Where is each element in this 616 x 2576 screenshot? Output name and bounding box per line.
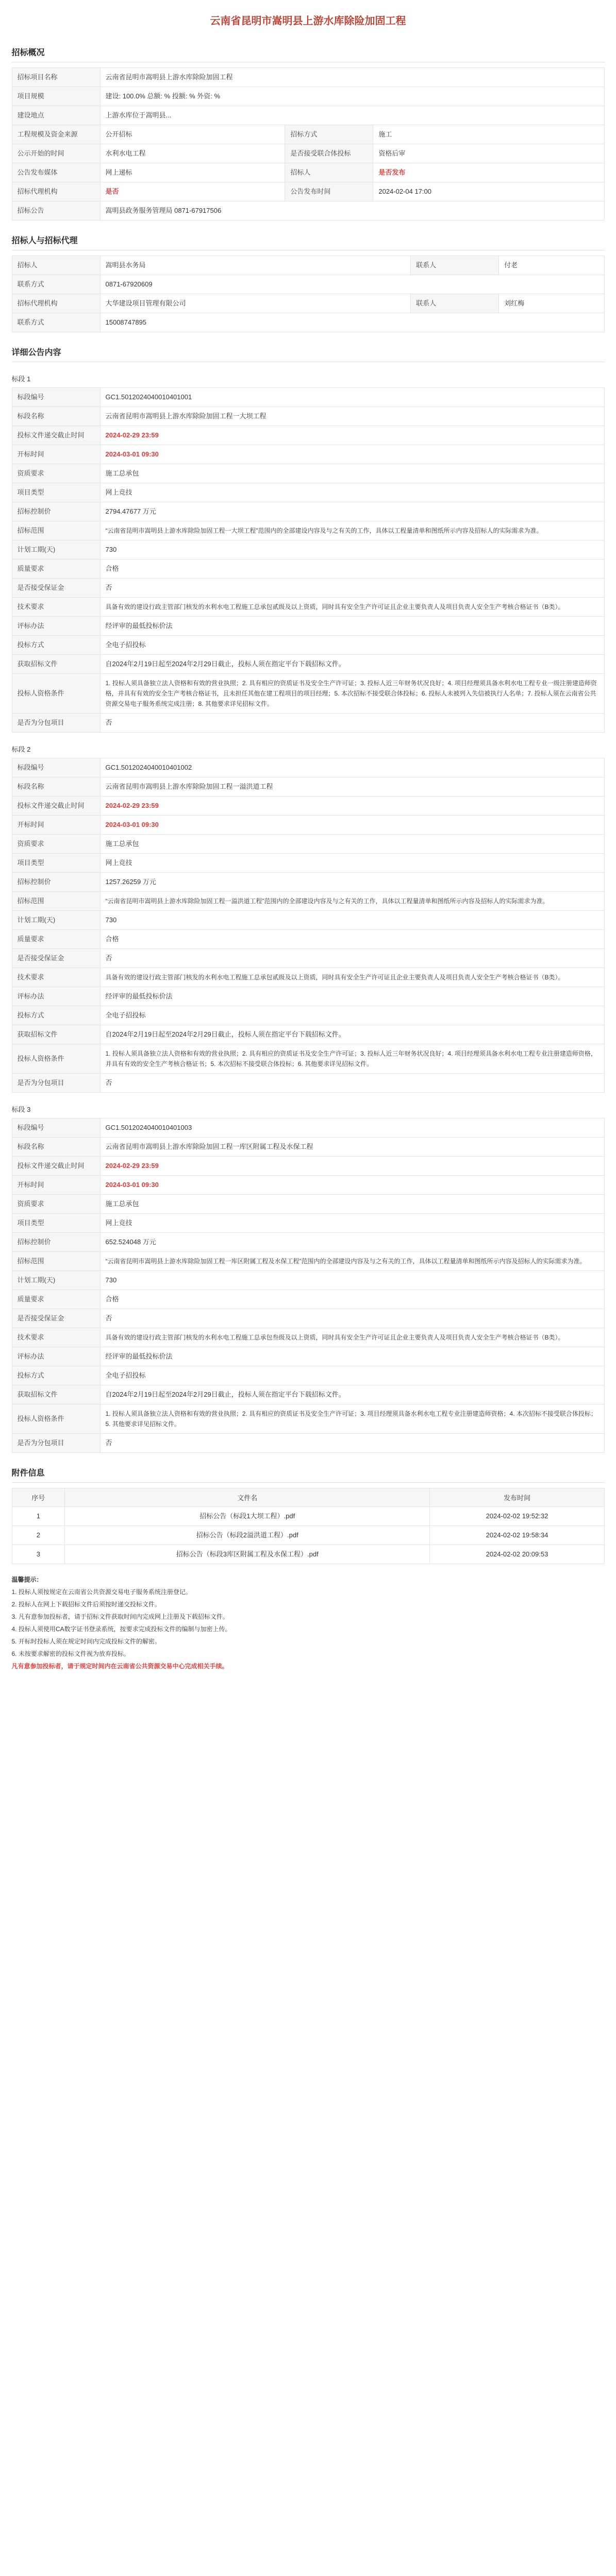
lot-field-label: 招标范围: [12, 521, 100, 540]
table-row: [12, 1545, 604, 1564]
table-row: [12, 1195, 604, 1214]
agency-name: 大华建设项目管理有限公司: [100, 294, 411, 313]
att-file-link[interactable]: 招标公告（标段3库区附属工程及水保工程）.pdf: [65, 1545, 430, 1564]
contact-label: 联系人: [411, 256, 499, 275]
lot-field-code: GC1.5012024040010401002: [100, 758, 604, 777]
section-attachments-title: 附件信息: [12, 1462, 605, 1483]
lot-field-label: 招标控制价: [12, 502, 100, 521]
att-date: 2024-02-02 19:52:32: [430, 1507, 604, 1526]
lot-field-period: 730: [100, 1271, 604, 1290]
overview-scale: 建设: 100.0% 总额: % 投额: % 外资: %: [100, 87, 604, 106]
table-row: [12, 1157, 604, 1176]
table-row: [12, 1526, 604, 1545]
lot-field-label: 技术要求: [12, 968, 100, 987]
lot-field-deadline: 2024-02-29 23:59: [100, 796, 604, 816]
lot-field-bid-way: 全电子招投标: [100, 1006, 604, 1025]
lot-field-label: 项目类型: [12, 1214, 100, 1233]
contact-label: 联系方式: [12, 313, 100, 332]
lot-field-open-time: 2024-03-01 09:30: [100, 445, 604, 464]
lot-field-label: 是否接受保证金: [12, 579, 100, 598]
overview-stage: 施工: [373, 125, 604, 144]
lot-field-label: 获取招标文件: [12, 1025, 100, 1044]
att-header-no: 序号: [12, 1488, 65, 1507]
table-row: [12, 1434, 604, 1453]
lot-field-eval: 经评审的最低投标价法: [100, 987, 604, 1006]
table-row: [12, 502, 604, 521]
table-row: [12, 1385, 604, 1404]
table-row: [12, 655, 604, 674]
overview-label: 招标代理机构: [12, 182, 100, 201]
overview-label: 公告发布时间: [285, 182, 373, 201]
lot-label: 标段 1: [11, 375, 31, 383]
lot-field-label: 质量要求: [12, 560, 100, 579]
lot-field-label: 是否为分包项目: [12, 1434, 100, 1453]
contact-label: 联系方式: [12, 275, 100, 294]
table-row: [12, 1118, 604, 1138]
table-row: [12, 617, 604, 636]
lot-table: [12, 1118, 605, 1453]
overview-extra-red: 是否: [100, 182, 285, 201]
lot-field-label: 投标文件递交截止时间: [12, 796, 100, 816]
table-row: [12, 1214, 604, 1233]
notes-item: 1. 投标人须按规定在云南省公共资源交易电子服务系统注册登记。: [11, 1588, 192, 1596]
table-row: [12, 777, 604, 796]
table-row: [12, 1025, 604, 1044]
lot-field-deadline: 2024-02-29 23:59: [100, 426, 604, 445]
lot-field-label: 资质要求: [12, 835, 100, 854]
page-title: 云南省昆明市嵩明县上游水库除险加固工程: [210, 15, 406, 27]
lot-field-name: 云南省昆明市嵩明县上游水库除险加固工程一库区附属工程及水保工程: [100, 1138, 604, 1157]
lot-field-bid-bond: 否: [100, 579, 604, 598]
lot-field-label: 项目类型: [12, 483, 100, 502]
overview-label: 招标公告: [12, 201, 100, 221]
section-lots-title: 详细公告内容: [12, 342, 605, 362]
table-row: [12, 560, 604, 579]
lot-field-label: 获取招标文件: [12, 655, 100, 674]
lot-field-misc: 否: [100, 1434, 604, 1453]
lot-field-label: 质量要求: [12, 930, 100, 949]
table-row: [12, 1328, 604, 1347]
lot-field-label: 计划工期(天): [12, 911, 100, 930]
lot-field-type: 网上竞技: [100, 854, 604, 873]
lot-field-deadline: 2024-02-29 23:59: [100, 1157, 604, 1176]
att-header-date: 发布时间: [430, 1488, 604, 1507]
lot-field-label: 招标范围: [12, 892, 100, 911]
lot-field-name: 云南省昆明市嵩明县上游水库除险加固工程一大坝工程: [100, 407, 604, 426]
table-row: [12, 949, 604, 968]
att-date: 2024-02-02 20:09:53: [430, 1545, 604, 1564]
att-no: 2: [12, 1526, 65, 1545]
lot-field-notes: 自2024年2月19日起至2024年2月29日截止，投标人须在指定平台下载招标文件。: [100, 1025, 604, 1044]
lot-field-label: 评标办法: [12, 617, 100, 636]
agency-phone: 15008747895: [100, 313, 604, 332]
contact-label: 招标人: [12, 256, 100, 275]
lot-field-label: 项目类型: [12, 854, 100, 873]
table-row: [12, 1044, 604, 1074]
lot-field-label: 投标方式: [12, 636, 100, 655]
lots-container: [12, 374, 605, 1453]
lot-field-label: 标段编号: [12, 1118, 100, 1138]
table-row: [12, 445, 604, 464]
lot-field-code: GC1.5012024040010401003: [100, 1118, 604, 1138]
overview-table: [12, 67, 605, 221]
table-row: [12, 835, 604, 854]
lot-field-label: 资质要求: [12, 464, 100, 483]
table-row: [12, 521, 604, 540]
contacts-table: [12, 256, 605, 332]
lot-field-scope: “云南省昆明市嵩明县上游水库除险加固工程一大坝工程”范围内的全部建设内容及与之有关的工作，具体以工程量清单和图纸所示内容及招标人的实际需求为准。: [100, 521, 604, 540]
overview-project-name: 云南省昆明市嵩明县上游水库除险加固工程: [100, 68, 604, 87]
lot-field-conditions: 1. 投标人须具备独立法人资格和有效的营业执照；2. 具有相应的资质证书及安全生产许可证；3. 项目经理须具备水利水电工程专业注册建造师资格；4. 本次招标不接受联合体投标；5. 其他要求详见招标文件。: [100, 1404, 604, 1434]
table-row: [12, 1507, 604, 1526]
lot-field-label: 开标时间: [12, 445, 100, 464]
table-row: [12, 636, 604, 655]
table-row: [12, 1366, 604, 1385]
overview-label: 招标项目名称: [12, 68, 100, 87]
lot-field-eval: 经评审的最低投标价法: [100, 617, 604, 636]
lot-field-scope: “云南省昆明市嵩明县上游水库除险加固工程一库区附属工程及水保工程”范围内的全部建设内容及与之有关的工作，具体以工程量清单和图纸所示内容及招标人的实际需求为准。: [100, 1252, 604, 1271]
overview-notice-red: 是否发布: [373, 163, 604, 182]
lot-field-label: 招标控制价: [12, 873, 100, 892]
overview-label: 招标方式: [285, 125, 373, 144]
table-row: [12, 1138, 604, 1157]
overview-date: 2024-02-04 17:00: [373, 182, 604, 201]
notes-item: 2. 投标人在网上下载招标文件后须按时递交投标文件。: [11, 1601, 161, 1608]
table-row: [12, 911, 604, 930]
overview-funding: 公开招标: [100, 125, 285, 144]
lot-field-label: 质量要求: [12, 1290, 100, 1309]
tenderer-contact: 付老: [499, 256, 604, 275]
lot-field-label: 技术要求: [12, 1328, 100, 1347]
lot-field-bid-bond: 否: [100, 1309, 604, 1328]
lot-field-label: 投标人资格条件: [12, 674, 100, 714]
table-row: [12, 407, 604, 426]
lot-field-conditions: 1. 投标人须具备独立法人资格和有效的营业执照；2. 具有相应的资质证书及安全生产许可证；3. 投标人近三年财务状况良好；4. 项目经理须具备水利水电工程专业一级注册建造师资格，并具有有效的安全生产考核合格证书，且未担任其他在建工程项目的项目经理；5. 本次招标不接受联合体投标；6. 投标人未被列入失信被执行人名单；7. 投标人须在云南省公共资源交易电子服务系统完成注册；8. 其他要求详见招标文件。: [100, 674, 604, 714]
lot-field-tech-req: 具备有效的建设行政主管部门核发的水利水电工程施工总承包贰级及以上资质，同时具有安全生产许可证且企业主要负责人及项目负责人安全生产考核合格证书（B类）。: [100, 598, 604, 617]
lot-field-label: 投标方式: [12, 1366, 100, 1385]
att-no: 1: [12, 1507, 65, 1526]
lot-field-open-time: 2024-03-01 09:30: [100, 816, 604, 835]
lot-field-scope: “云南省昆明市嵩明县上游水库除险加固工程一溢洪道工程”范围内的全部建设内容及与之有关的工作，具体以工程量清单和图纸所示内容及招标人的实际需求为准。: [100, 892, 604, 911]
tenderer-name: 嵩明县水务局: [100, 256, 411, 275]
lot-field-period: 730: [100, 911, 604, 930]
lot-field-label: 技术要求: [12, 598, 100, 617]
overview-site: 上游水库位于嵩明县...: [100, 106, 604, 125]
table-row: [12, 854, 604, 873]
lot-field-label: 投标文件递交截止时间: [12, 426, 100, 445]
lot-field-label: 投标文件递交截止时间: [12, 1157, 100, 1176]
table-row: [12, 426, 604, 445]
table-row: [12, 483, 604, 502]
page: [12, 0, 605, 1672]
lot-field-label: 计划工期(天): [12, 1271, 100, 1290]
lot-field-bid-bond: 否: [100, 949, 604, 968]
lot-field-bid-way: 全电子招投标: [100, 1366, 604, 1385]
lot-field-notes: 自2024年2月19日起至2024年2月29日截止，投标人须在指定平台下载招标文件。: [100, 1385, 604, 1404]
overview-label: 是否接受联合体投标: [285, 144, 373, 163]
lot-field-tech-req: 具备有效的建设行政主管部门核发的水利水电工程施工总承包叁级及以上资质，同时具有安全生产许可证且企业主要负责人及项目负责人安全生产考核合格证书（B类）。: [100, 1328, 604, 1347]
table-row: [12, 464, 604, 483]
table-row: [12, 1347, 604, 1366]
lot-field-qualification: 施工总承包: [100, 1195, 604, 1214]
lot-field-eval: 经评审的最低投标价法: [100, 1347, 604, 1366]
overview-label: 公示开始的时间: [12, 144, 100, 163]
att-file-link[interactable]: 招标公告（标段1大坝工程）.pdf: [65, 1507, 430, 1526]
lot-field-label: 招标范围: [12, 1252, 100, 1271]
section-overview-title: 招标概况: [12, 42, 605, 62]
lot-table: [12, 758, 605, 1093]
table-row: [12, 1233, 604, 1252]
lot-field-label: 投标人资格条件: [12, 1044, 100, 1074]
att-date: 2024-02-02 19:58:34: [430, 1526, 604, 1545]
overview-label: 公告发布媒体: [12, 163, 100, 182]
lot-field-label: 投标人资格条件: [12, 1404, 100, 1434]
notes: [12, 1573, 605, 1672]
lot-field-label: 是否接受保证金: [12, 949, 100, 968]
table-row: [12, 1006, 604, 1025]
table-row: [12, 540, 604, 560]
lot-field-tech-req: 具备有效的建设行政主管部门核发的水利水电工程施工总承包贰级及以上资质，同时具有安全生产许可证且企业主要负责人及项目负责人安全生产考核合格证书（B类）。: [100, 968, 604, 987]
lot-field-misc: 否: [100, 714, 604, 733]
lot-field-label: 是否为分包项目: [12, 714, 100, 733]
table-row: [12, 930, 604, 949]
table-row: [12, 1252, 604, 1271]
lot-field-label: 资质要求: [12, 1195, 100, 1214]
lot-table: [12, 387, 605, 733]
lot-field-label: 是否接受保证金: [12, 1309, 100, 1328]
table-row: [12, 598, 604, 617]
table-row: [12, 968, 604, 987]
overview-contact: 嵩明县政务服务管理局 0871-67917506: [100, 201, 604, 221]
lot-field-price: 652.524048 万元: [100, 1233, 604, 1252]
table-row: [12, 388, 604, 407]
lot-field-label: 标段名称: [12, 407, 100, 426]
notes-heading: 温馨提示：: [11, 1576, 43, 1583]
section-contacts-title: 招标人与招标代理: [12, 230, 605, 250]
notes-item: 4. 投标人须使用CA数字证书登录系统，按要求完成投标文件的编制与加密上传。: [11, 1625, 231, 1633]
table-row: [12, 579, 604, 598]
lot-field-type: 网上竞技: [100, 1214, 604, 1233]
lot-field-label: 标段编号: [12, 758, 100, 777]
lot-field-misc: 否: [100, 1074, 604, 1093]
att-file-link[interactable]: 招标公告（标段2溢洪道工程）.pdf: [65, 1526, 430, 1545]
lot-field-quality: 合格: [100, 1290, 604, 1309]
table-row: [12, 816, 604, 835]
lot-label: 标段 3: [11, 1106, 31, 1113]
table-row: [12, 796, 604, 816]
lot-field-period: 730: [100, 540, 604, 560]
table-row: [12, 1290, 604, 1309]
notes-red: 凡有意参加投标者，请于规定时间内在云南省公共资源交易中心完成相关手续。: [11, 1663, 228, 1670]
lot-field-label: 投标方式: [12, 1006, 100, 1025]
contact-label: 招标代理机构: [12, 294, 100, 313]
att-no: 3: [12, 1545, 65, 1564]
table-row: [12, 714, 604, 733]
lot-field-price: 2794.47677 万元: [100, 502, 604, 521]
lot-field-conditions: 1. 投标人须具备独立法人资格和有效的营业执照；2. 具有相应的资质证书及安全生产许可证；3. 投标人近三年财务状况良好；4. 项目经理须具备水利水电工程专业注册建造师资格，并具有有效的安全生产考核合格证书；5. 本次招标不接受联合体投标；6. 其他要求详见招标文件。: [100, 1044, 604, 1074]
lot-field-qualification: 施工总承包: [100, 464, 604, 483]
lot-field-bid-way: 全电子招投标: [100, 636, 604, 655]
table-row: [12, 674, 604, 714]
table-row: [12, 1271, 604, 1290]
lot-field-label: 招标控制价: [12, 1233, 100, 1252]
lot-field-price: 1257.26259 万元: [100, 873, 604, 892]
lot-field-label: 标段名称: [12, 1138, 100, 1157]
table-row: [12, 1074, 604, 1093]
table-row: [12, 1176, 604, 1195]
notes-item: 6. 未按要求解密的投标文件视为放弃投标。: [11, 1650, 130, 1657]
lot-field-label: 标段编号: [12, 388, 100, 407]
lot-label: 标段 2: [11, 745, 31, 753]
agency-contact: 刘红梅: [499, 294, 604, 313]
table-row: [12, 873, 604, 892]
lot-field-notes: 自2024年2月19日起至2024年2月29日截止，投标人须在指定平台下载招标文件。: [100, 655, 604, 674]
contact-label: 联系人: [411, 294, 499, 313]
table-row: [12, 1404, 604, 1434]
notes-item: 5. 开标时投标人须在规定时间内完成投标文件的解密。: [11, 1638, 161, 1645]
lot-field-qualification: 施工总承包: [100, 835, 604, 854]
table-row: [12, 987, 604, 1006]
overview-label: 项目规模: [12, 87, 100, 106]
lot-field-code: GC1.5012024040010401001: [100, 388, 604, 407]
lot-field-label: 开标时间: [12, 1176, 100, 1195]
overview-bid-method: 网上递标: [100, 163, 285, 182]
notes-item: 3. 凡有意参加投标者，请于招标文件获取时间内完成网上注册及下载招标文件。: [11, 1613, 229, 1620]
lot-field-label: 标段名称: [12, 777, 100, 796]
lot-field-name: 云南省昆明市嵩明县上游水库除险加固工程一溢洪道工程: [100, 777, 604, 796]
overview-label: 工程规模及资金来源: [12, 125, 100, 144]
attachments-table: [12, 1488, 605, 1564]
lot-field-label: 评标办法: [12, 1347, 100, 1366]
att-header-file: 文件名: [65, 1488, 430, 1507]
lot-field-quality: 合格: [100, 930, 604, 949]
table-row: [12, 1309, 604, 1328]
lot-field-quality: 合格: [100, 560, 604, 579]
tenderer-phone: 0871-67920609: [100, 275, 604, 294]
lot-field-label: 获取招标文件: [12, 1385, 100, 1404]
lot-field-label: 评标办法: [12, 987, 100, 1006]
table-row: [12, 758, 604, 777]
lot-field-type: 网上竞技: [100, 483, 604, 502]
lot-field-open-time: 2024-03-01 09:30: [100, 1176, 604, 1195]
overview-label: 建设地点: [12, 106, 100, 125]
overview-review: 资格后审: [373, 144, 604, 163]
lot-field-label: 计划工期(天): [12, 540, 100, 560]
table-row: [12, 892, 604, 911]
lot-field-label: 是否为分包项目: [12, 1074, 100, 1093]
overview-contract: 水利水电工程: [100, 144, 285, 163]
overview-label: 招标人: [285, 163, 373, 182]
lot-field-label: 开标时间: [12, 816, 100, 835]
